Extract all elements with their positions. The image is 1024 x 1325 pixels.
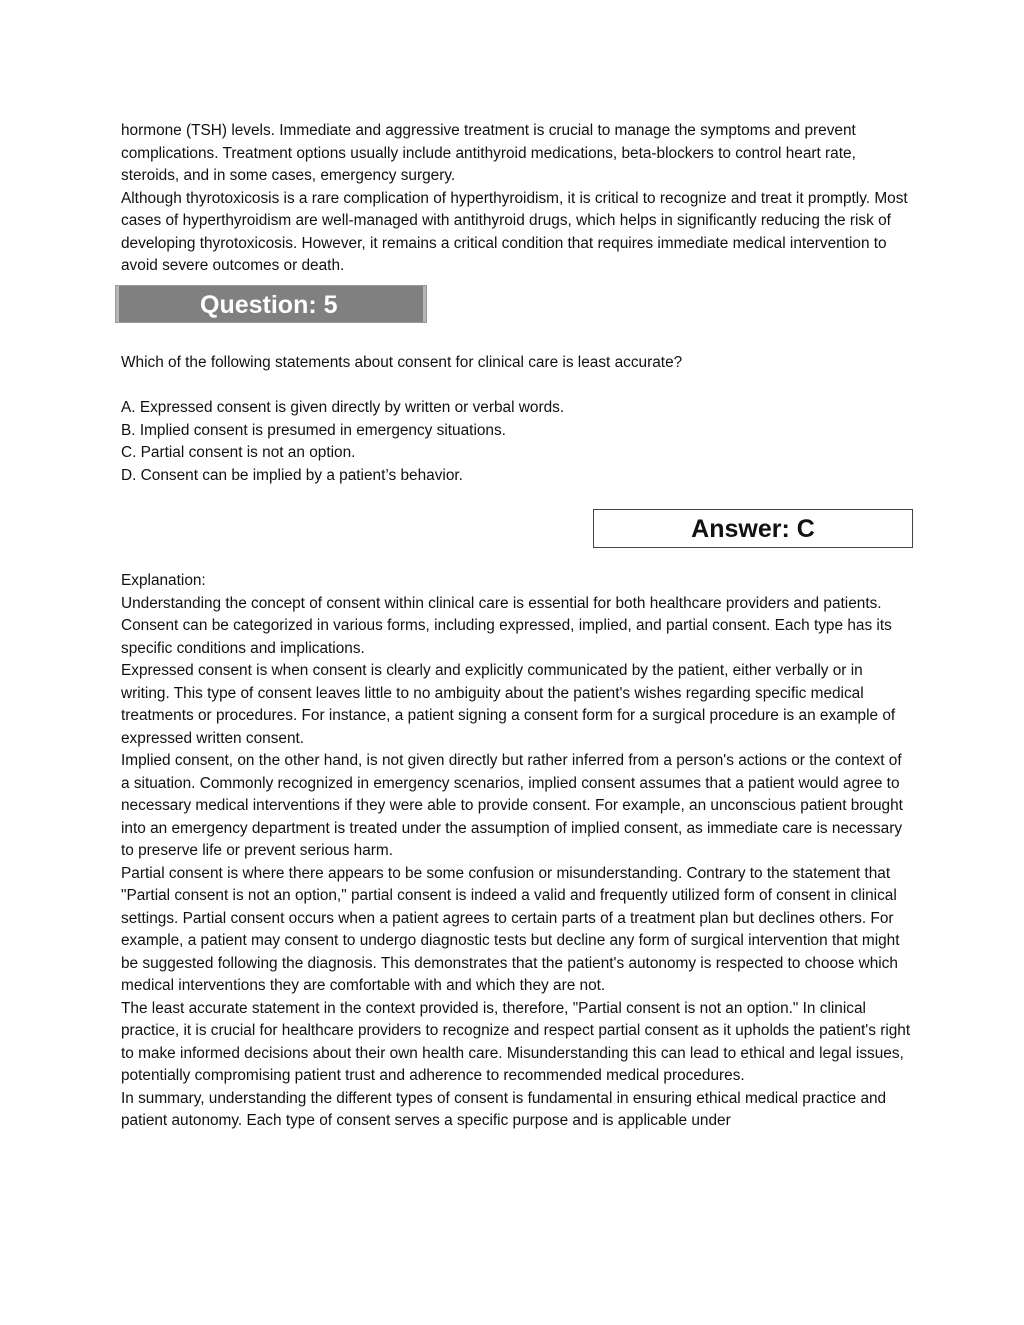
question-heading-banner [115,285,427,323]
option-b: B. Implied consent is presumed in emergency situations. [121,421,506,439]
explanation-paragraph: Implied consent, on the other hand, is not given directly but rather inferred from a person's actions or the context of a situation. Commonly recognized in emergency scenarios, implied consent assumes that a patient would agree to necessary medical interventions if they were able to provide consent. For example, an unconscious patient brought into an emergency department is treated under the assumption of implied consent, as immediate care is necessary to preserve life or prevent serious harm. [121,752,903,859]
question-text: Which of the following statements about consent for clinical care is least accurate? [121,354,683,371]
option-a: A. Expressed consent is given directly by written or verbal words. [121,399,565,416]
question-heading: Question: 5 [200,291,338,319]
explanation-label: Explanation: [121,572,206,589]
option-d: D. Consent can be implied by a patient’s behavior. [121,466,463,484]
explanation-paragraph: In summary, understanding the different types of consent is fundamental in ensuring ethical medical practice and patient autonomy. Each type of consent serves a specific purpose and is applicable under [121,1089,887,1129]
explanation-paragraph: Understanding the concept of consent within clinical care is essential for both healthcare providers and patients. Consent can be categorized in various forms, including expressed, implied, and partial consent. Each type has its specific conditions and implications. [121,594,892,657]
question-block [121,352,911,375]
explanation-paragraph: Expressed consent is when consent is clearly and explicitly communicated by the patient, either verbally or in writing. This type of consent leaves little to no ambiguity about the patient's wishes regarding specific medical treatments or procedures. For instance, a patient signing a consent form for a surgical procedure is an example of expressed written consent. [121,662,896,747]
explanation-paragraph: The least accurate statement in the context provided is, therefore, "Partial consent is not an option." In clinical practice, it is crucial for healthcare providers to recognize and respect partial consent as it upholds the patient's right to make informed decisions about their own health care. Misunderstanding this can lead to ethical and legal issues, potentially compromising patient trust and adherence to recommended medical procedures. [121,999,911,1084]
intro-paragraph: hormone (TSH) levels. Immediate and aggressive treatment is crucial to manage the symptoms and prevent complications. Treatment options usually include antithyroid medications, beta-blockers to control heart rate, steroids, and in some cases, emergency surgery. [121,122,856,184]
explanation-block [121,570,911,1133]
answer-options [121,397,911,487]
option-c: C. Partial consent is not an option. [121,444,356,461]
intro-paragraph: Although thyrotoxicosis is a rare complication of hyperthyroidism, it is critical to recognize and treat it promptly. Most cases of hyperthyroidism are well-managed with antithyroid drugs, which helps in significantly reducing the risk of developing thyrotoxicosis. However, it remains a critical condition that requires immediate medical intervention to avoid severe outcomes or death. [121,189,908,274]
explanation-paragraph: Partial consent is where there appears to be some confusion or misunderstanding. Contrary to the statement that "Partial consent is not an option," partial consent is indeed a valid and frequently utilized form of consent in clinical settings. Partial consent occurs when a patient agrees to certain parts of a treatment plan but declines others. For example, a patient may consent to undergo diagnostic tests but decline any form of surgical intervention that might be suggested following the diagnosis. This demonstrates that the patient's autonomy is respected to choose which medical interventions they are comfortable with and which they are not. [121,864,900,994]
answer-box [593,509,913,548]
answer-label: Answer: C [691,515,815,543]
intro-text [121,120,911,278]
